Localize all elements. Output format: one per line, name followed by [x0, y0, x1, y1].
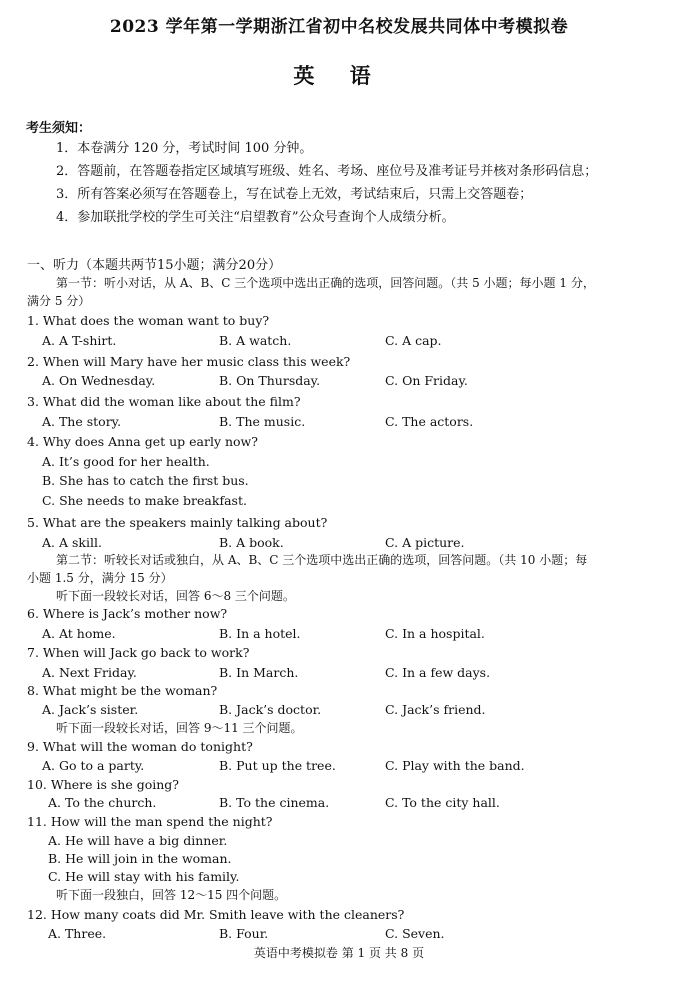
question-text: 7. When will Jack go back to work?: [27, 645, 250, 660]
option-c: C. He will stay with his family.: [48, 869, 240, 884]
notice-list: [56, 137, 597, 229]
page-footer: 英语中考模拟卷 第 1 页 共 8 页: [253, 946, 425, 960]
question-text: 5. What are the speakers mainly talking about?: [27, 515, 328, 530]
option-a: A. Three.: [48, 926, 107, 941]
part2-instruction-cont: 小题 1.5 分，满分 15 分）: [27, 571, 173, 585]
option-a: A. The story.: [42, 414, 122, 429]
option-c: C. In a hospital.: [385, 626, 485, 641]
option-c: C. On Friday.: [385, 373, 468, 388]
question-text: 6. Where is Jack’s mother now?: [27, 606, 228, 621]
question-text: 11. How will the man spend the night?: [27, 814, 273, 829]
option-b: B. In March.: [219, 665, 299, 680]
option-c: C. A cap.: [385, 333, 442, 348]
option-a: A. He will have a big dinner.: [48, 833, 228, 848]
subject-title: 英 语: [293, 63, 385, 88]
listening-instruction: 听下面一段较长对话，回答 6～8 三个问题。: [56, 589, 295, 603]
option-b: B. She has to catch the first bus.: [42, 473, 249, 488]
option-b: B. Four.: [219, 926, 269, 941]
notice-item: 1．本卷满分 120 分，考试时间 100 分钟。: [56, 141, 313, 156]
option-c: C. Play with the band.: [385, 758, 525, 773]
option-a: A. To the church.: [48, 795, 157, 810]
option-a: A. Jack’s sister.: [42, 702, 139, 717]
section-heading: 一、听力（本题共两节15小题；满分20分）: [27, 258, 282, 273]
option-b: B. A book.: [219, 535, 284, 550]
option-a: A. At home.: [42, 626, 116, 641]
question-text: 4. Why does Anna get up early now?: [27, 434, 258, 449]
option-b: B. On Thursday.: [219, 373, 321, 388]
option-a: A. On Wednesday.: [42, 373, 156, 388]
option-b: B. In a hotel.: [219, 626, 301, 641]
option-b: B. The music.: [219, 414, 306, 429]
part2-instruction: 第二节：听较长对话或独白，从 A、B、C 三个选项中选出正确的选项，回答问题。（共 10 小题；每: [56, 553, 588, 567]
option-b: B. Jack’s doctor.: [219, 702, 322, 717]
option-b: B. To the cinema.: [219, 795, 330, 810]
option-c: C. The actors.: [385, 414, 474, 429]
option-b: B. He will join in the woman.: [48, 851, 232, 866]
option-c: C. A picture.: [385, 535, 465, 550]
part1-instruction: 第一节：听小对话，从 A、B、C 三个选项中选出正确的选项，回答问题。（共 5 小题；每小题 1 分，: [56, 276, 595, 290]
exam-title: 2023 学年第一学期浙江省初中名校发展共同体中考模拟卷: [109, 17, 569, 37]
option-c: C. In a few days.: [385, 665, 491, 680]
question-text: 1. What does the woman want to buy?: [27, 313, 270, 328]
option-c: C. To the city hall.: [385, 795, 500, 810]
part1-instruction-cont: 满分 5 分）: [27, 294, 91, 308]
notice-item: 3．所有答案必须写在答题卷上，写在试卷上无效，考试结束后，只需上交答题卷；: [56, 187, 533, 202]
question-text: 8. What might be the woman?: [27, 683, 218, 698]
option-c: C. Seven.: [385, 926, 445, 941]
option-c: C. She needs to make breakfast.: [42, 493, 247, 508]
question-text: 3. What did the woman like about the film?: [27, 394, 301, 409]
question-text: 2. When will Mary have her music class this week?: [27, 354, 351, 369]
listening-instruction: 听下面一段独白，回答 12～15 四个问题。: [56, 888, 287, 902]
option-a: A. It’s good for her health.: [42, 454, 210, 469]
notice-title: 考生须知：: [26, 121, 92, 136]
option-b: B. A watch.: [219, 333, 292, 348]
question-text: 12. How many coats did Mr. Smith leave with the cleaners?: [27, 907, 405, 922]
question-text: 10. Where is she going?: [27, 777, 179, 792]
option-a: A. Next Friday.: [42, 665, 137, 680]
option-a: A. Go to a party.: [42, 758, 145, 773]
listening-instruction: 听下面一段较长对话，回答 9～11 三个问题。: [56, 721, 303, 735]
question-text: 9. What will the woman do tonight?: [27, 739, 253, 754]
notice-item: 2．答题前，在答题卷指定区域填写班级、姓名、考场、座位号及准考证号并核对条形码信息；: [56, 164, 598, 179]
option-c: C. Jack’s friend.: [385, 702, 486, 717]
notice-item: 4．参加联批学校的学生可关注“启望教育”公众号查询个人成绩分析。: [56, 210, 455, 225]
option-a: A. A T-shirt.: [42, 333, 117, 348]
option-a: A. A skill.: [42, 535, 102, 550]
option-b: B. Put up the tree.: [219, 758, 336, 773]
